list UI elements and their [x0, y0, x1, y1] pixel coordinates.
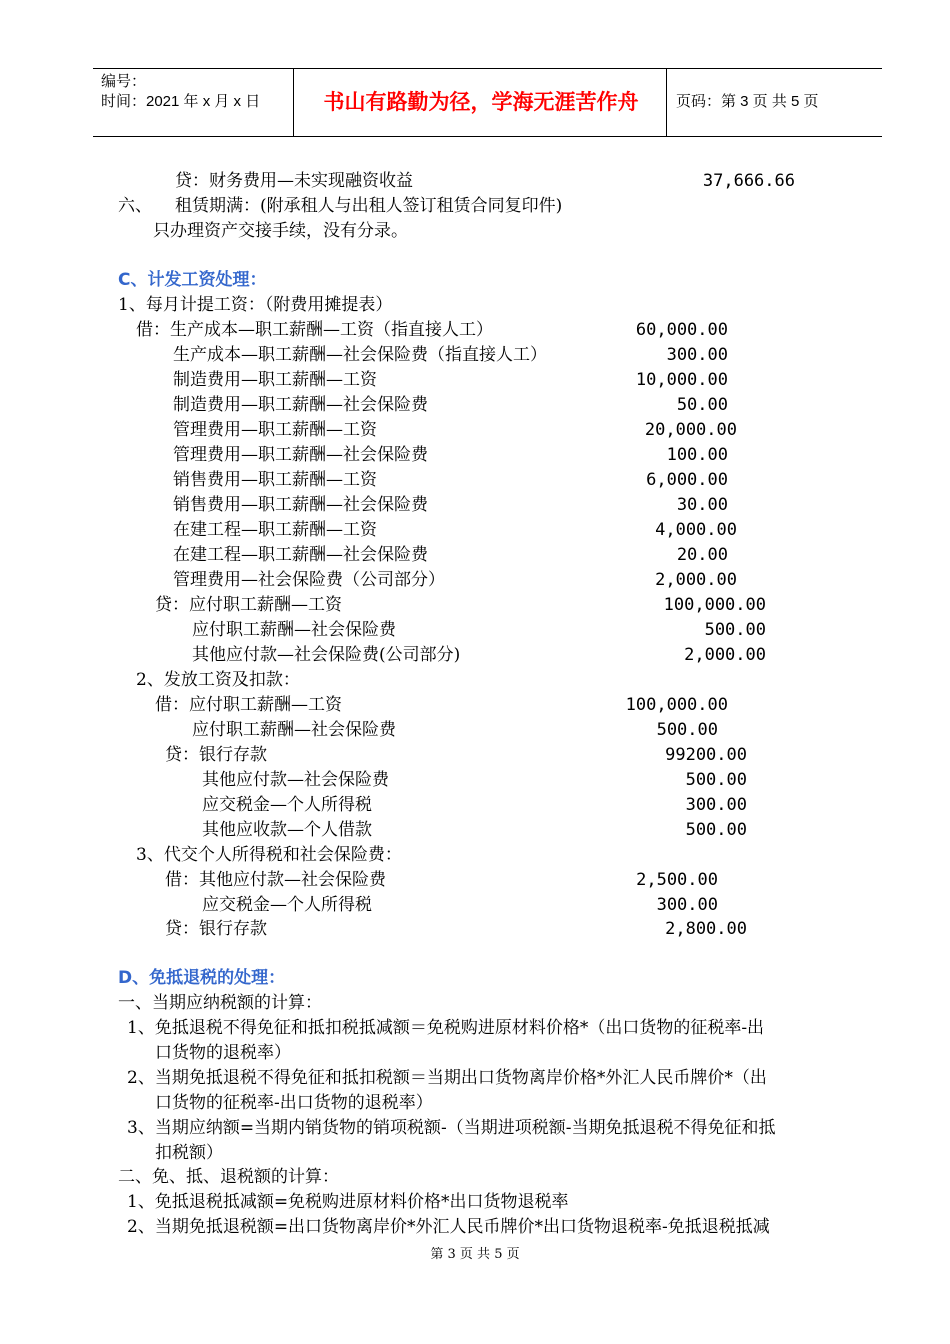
journal-entry-label: 应交税金—个人所得税 — [202, 795, 372, 815]
journal-entry-amount: 300.00 — [685, 795, 747, 815]
journal-entry-amount: 2,800.00 — [665, 919, 747, 939]
paragraph-line: 2、当期免抵退税不得免征和抵扣税额＝当期出口货物离岸价格*外汇人民币牌价*（出 — [127, 1068, 767, 1088]
journal-entry-amount: 30.00 — [676, 495, 728, 515]
journal-entry-label: 其他应收款—个人借款 — [202, 820, 372, 840]
paragraph-line: 1、免抵退税不得免征和抵扣税抵减额＝免税购进原材料价格*（出口货物的征税率-出 — [127, 1018, 765, 1038]
journal-entry-label: 应交税金—个人所得税 — [202, 895, 372, 915]
item6-text: 租赁期满：(附承租人与出租人签订租赁合同复印件) — [175, 196, 563, 216]
journal-entry-label: 贷：应付职工薪酬—工资 — [155, 595, 342, 615]
step2-heading: 2、发放工资及扣款： — [136, 670, 300, 690]
paragraph-line: 口货物的退税率） — [155, 1043, 291, 1063]
journal-entry-amount: 60,000.00 — [635, 320, 728, 340]
journal-entry-label: 其他应付款—社会保险费(公司部分) — [192, 645, 461, 665]
serial-label: 编号： — [101, 73, 147, 90]
journal-entry-amount: 2,000.00 — [684, 645, 766, 665]
journal-entry-label: 应付职工薪酬—社会保险费 — [192, 720, 396, 740]
journal-entry-amount: 500.00 — [685, 820, 747, 840]
journal-entry-amount: 300.00 — [656, 895, 718, 915]
page-footer: 第 3 页 共 5 页 — [430, 1247, 520, 1262]
paragraph-line: 3、当期应纳额=当期内销货物的销项税额-（当期进项税额-当期免抵退税不得免征和抵 — [127, 1118, 776, 1138]
paragraph-line: 2、当期免抵退税额=出口货物离岸价*外汇人民币牌价*出口货物退税率-免抵退税抵减 — [127, 1217, 770, 1237]
journal-entry-amount: 4,000.00 — [655, 520, 737, 540]
journal-entry-label: 销售费用—职工薪酬—工资 — [173, 470, 377, 490]
journal-entry-amount: 500.00 — [685, 770, 747, 790]
journal-entry-amount: 2,000.00 — [655, 570, 737, 590]
paragraph-line: 口货物的征税率-出口货物的退税率） — [155, 1093, 433, 1113]
journal-entry-label: 贷：银行存款 — [165, 745, 267, 765]
journal-entry-amount: 50.00 — [676, 395, 728, 415]
item6-note: 只办理资产交接手续，没有分录。 — [153, 221, 408, 241]
step3-heading: 3、代交个人所得税和社会保险费： — [136, 845, 402, 865]
section-d-title: D、免抵退税的处理： — [118, 968, 286, 988]
journal-entry-label: 借：生产成本—职工薪酬—工资（指直接人工） — [136, 320, 493, 340]
part1-heading: 一、当期应纳税额的计算： — [118, 993, 322, 1013]
page-info: 页码：第 3 页 共 5 页 — [676, 93, 819, 110]
journal-entry-label: 在建工程—职工薪酬—社会保险费 — [173, 545, 428, 565]
journal-entry-amount: 500.00 — [704, 620, 766, 640]
journal-entry-amount: 100.00 — [666, 445, 728, 465]
header-divider — [293, 69, 294, 136]
header-meta — [101, 72, 260, 112]
page-header — [93, 68, 882, 137]
paragraph-line: 1、免抵退税抵减额=免税购进原材料价格*出口货物退税率 — [127, 1192, 569, 1212]
journal-entry-amount: 2,500.00 — [636, 870, 718, 890]
journal-entry-amount: 100,000.00 — [625, 695, 728, 715]
journal-entry-label: 借：其他应付款—社会保险费 — [165, 870, 386, 890]
journal-entry-label: 借：应付职工薪酬—工资 — [155, 695, 342, 715]
journal-entry-amount: 20.00 — [676, 545, 728, 565]
journal-entry-label: 制造费用—职工薪酬—社会保险费 — [173, 395, 428, 415]
journal-entry-label: 在建工程—职工薪酬—工资 — [173, 520, 377, 540]
journal-entry-label: 其他应付款—社会保险费 — [202, 770, 389, 790]
date-label: 时间：2021 年 x 月 x 日 — [101, 93, 261, 110]
journal-entry-label: 应付职工薪酬—社会保险费 — [192, 620, 396, 640]
journal-entry-label: 销售费用—职工薪酬—社会保险费 — [173, 495, 428, 515]
journal-entry-amount: 300.00 — [666, 345, 728, 365]
journal-entry-amount: 20,000.00 — [644, 420, 737, 440]
journal-entry-label: 生产成本—职工薪酬—社会保险费（指直接人工） — [173, 345, 547, 365]
credit-amount: 37,666.66 — [702, 171, 795, 191]
journal-entry-label: 制造费用—职工薪酬—工资 — [173, 370, 377, 390]
journal-entry-label: 贷：银行存款 — [165, 919, 267, 939]
motto: 书山有路勤为径，学海无涯苦作舟 — [323, 90, 639, 114]
journal-entry-label: 管理费用—社会保险费（公司部分） — [173, 570, 445, 590]
journal-entry-label: 管理费用—职工薪酬—社会保险费 — [173, 445, 428, 465]
credit-line: 贷：财务费用—未实现融资收益 — [175, 171, 413, 191]
part2-heading: 二、免、抵、退税额的计算： — [118, 1167, 339, 1187]
journal-entry-amount: 500.00 — [656, 720, 718, 740]
journal-entry-amount: 99200.00 — [665, 745, 747, 765]
journal-entry-amount: 6,000.00 — [646, 470, 728, 490]
step1-heading: 1、每月计提工资：（附费用摊提表） — [118, 295, 393, 315]
journal-entry-label: 管理费用—职工薪酬—工资 — [173, 420, 377, 440]
section-c-title: C、计发工资处理： — [118, 270, 267, 290]
item6-number: 六、 — [118, 196, 152, 216]
journal-entry-amount: 10,000.00 — [635, 370, 728, 390]
journal-entry-amount: 100,000.00 — [663, 595, 766, 615]
paragraph-line: 扣税额） — [155, 1143, 223, 1163]
